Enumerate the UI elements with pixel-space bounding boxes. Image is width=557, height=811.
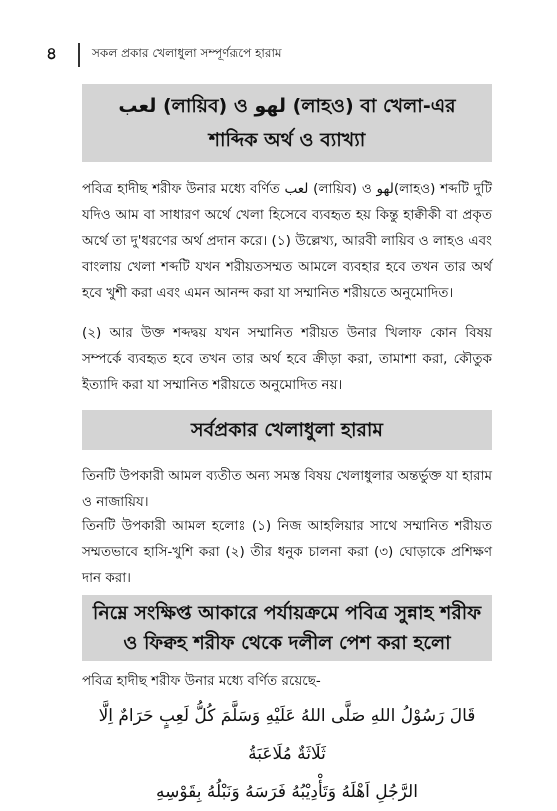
section-heading-line: ও ফিক্বহ শরীফ থেকে দলীল পেশ করা হলো xyxy=(123,632,451,654)
paragraph-definition: পবিত্র হাদীছ শরীফ উনার মধ্যে বর্ণিত لعب (লায়িব) ও لهو(লাহও) শব্দটি দুটি যদিও আম বা সাধারণ অর্থে খেলা হিসেবে ব্যবহৃত হয় কিন্তু হাক্বীকী বা প্রকৃত অর্থে তা দু'ধরণের অর্থ প্রদান করে। (১) উল্লেখ্য, আরবী লায়িব ও লাহও এবং বাংলায় খেলা শব্দটি যখন শরীয়তসম্মত আমলে ব্যবহার হবে তখন তার অর্থ হবে খুশী করা এবং এমন আনন্দ করা যা সম্মানিত শরীয়তে অনুমোদিত। xyxy=(82,181,492,301)
arabic-hadith-line: الرَّجُلِ اَهْلَهُ وَتَأْدِيْبُهُ فَرَسَهُ وَنَبْلُهُ بِقَوْسِهِ xyxy=(156,782,418,802)
section-heading-line: সর্বপ্রকার খেলাধুলা হারাম xyxy=(191,419,383,441)
section-heading-line: শাব্দিক অর্থ ও ব্যাখ্যা xyxy=(208,129,366,151)
header-divider xyxy=(78,43,80,67)
section-heading-line: لعب (লায়িব) ও لهو (লাহও) বা খেলা-এর xyxy=(118,95,456,117)
paragraph-three-deeds: তিনটি উপকারী আমল হলোঃ (১) নিজ আহলিয়ার সাথে সম্মানিত শরীয়ত সম্মতভাবে হাসি-খুশি করা (২) তীর ধনুক চালনা করা (৩) ঘোড়াকে প্রশিক্ষণ দান করা। xyxy=(82,518,492,586)
paragraph-second-meaning: (২) আর উক্ত শব্দদ্বয় যখন সম্মানিত শরীয়ত উনার খিলাফ কোন বিষয় সম্পর্কে ব্যবহৃত হবে তখন তার অর্থ হবে ক্রীড়া করা, তামাশা করা, কৌতুক ইত্যাদি করা যা সম্মানিত শরীয়তে অনুমোদিত নয়। xyxy=(82,325,492,393)
section-heading-evidence xyxy=(82,595,492,661)
page-header xyxy=(46,40,517,70)
running-title: সকল প্রকার খেলাধুলা সম্পূর্ণরূপে হারাম xyxy=(92,46,282,60)
section-heading-line: নিম্নে সংক্ষিপ্ত আকারে পর্যায়ক্রমে পবিত্র সুন্নাহ শরীফ xyxy=(92,602,482,624)
section-heading-haram xyxy=(82,410,492,450)
arabic-hadith xyxy=(82,697,492,811)
arabic-hadith-line: قَالَ رَسُوْلُ اللهِ صَلَّى اللهُ عَلَيْهِ وَسَلَّمَ كُلُّ لَعِبٍ حَرَامٌ اِلَّا ثَلَاثَةٌ مُلَاعَبَةُ xyxy=(98,706,476,764)
paragraph-exceptions: তিনটি উপকারী আমল ব্যতীত অন্য সমস্ত বিষয় খেলাধুলার অন্তর্ভুক্ত যা হারাম ও নাজায়িয। xyxy=(82,468,492,510)
paragraph-hadith-intro: পবিত্র হাদীছ শরীফ উনার মধ্যে বর্ণিত রয়েছে- xyxy=(82,673,321,689)
section-heading-meaning xyxy=(82,84,492,162)
page-number: ৪ xyxy=(46,44,58,64)
